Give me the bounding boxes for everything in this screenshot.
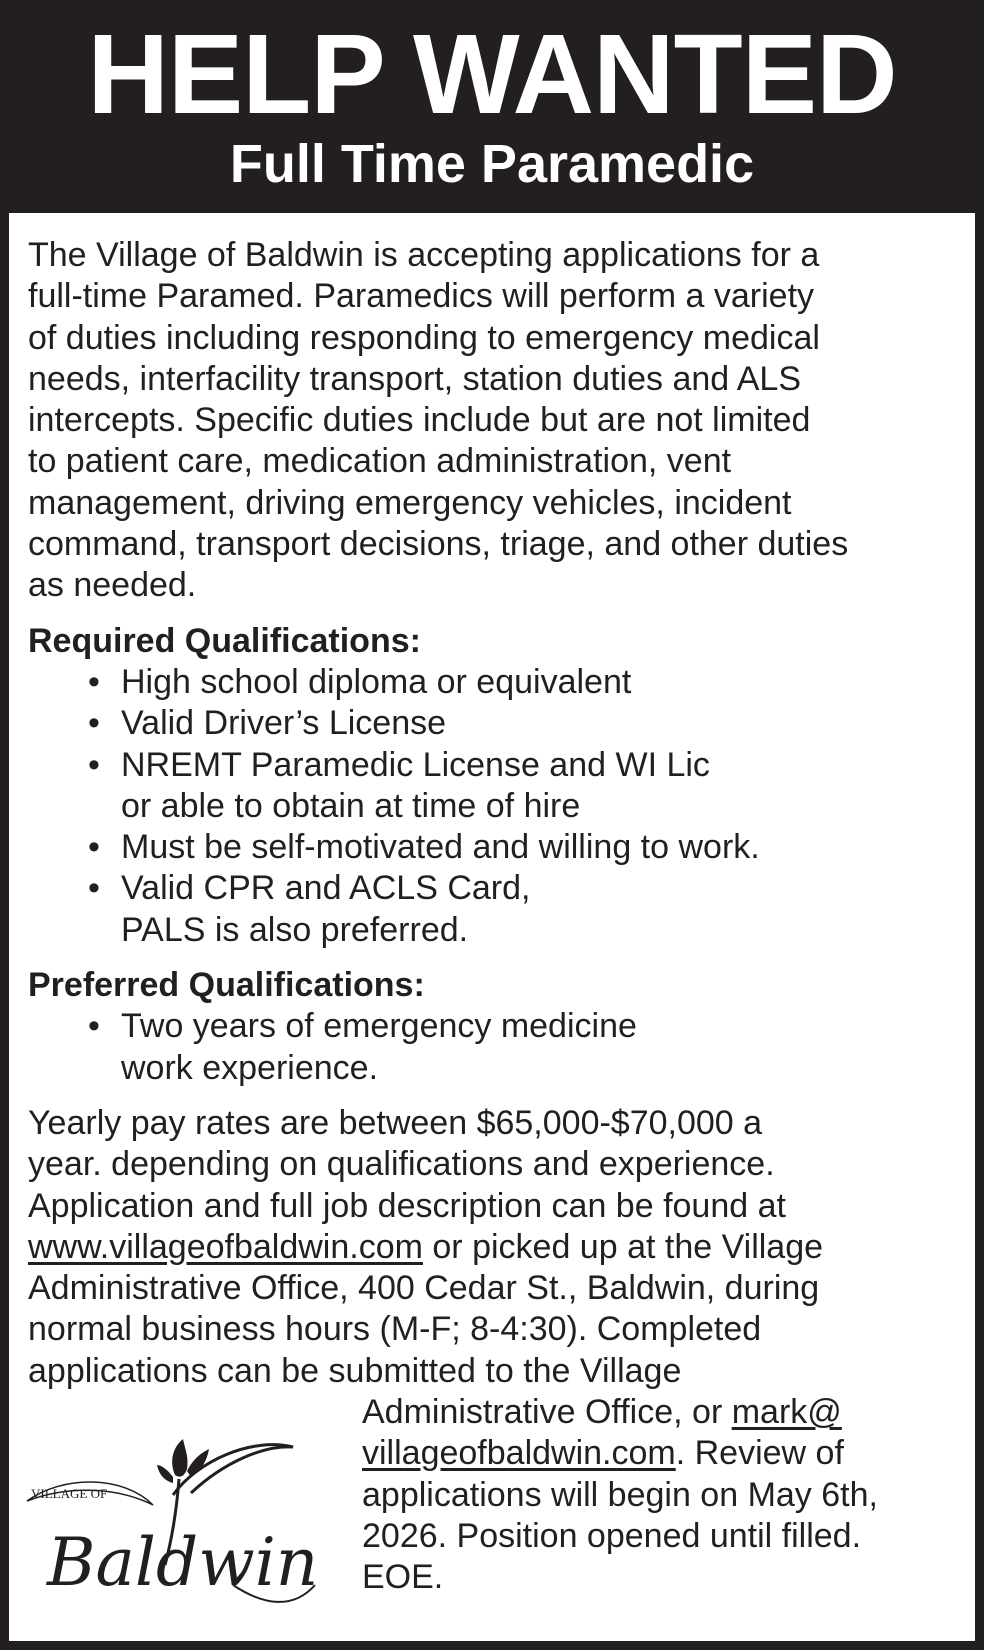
email-link-part2[interactable]: villageofbaldwin.com xyxy=(362,1434,676,1473)
intro-paragraph xyxy=(28,235,958,607)
bullet-icon: • xyxy=(88,704,100,743)
bullet-icon: • xyxy=(88,745,100,784)
closing-line: Administrative Office, 400 Cedar St., Baldwin, during xyxy=(28,1269,820,1308)
intro-line: command, transport decisions, triage, and other duties xyxy=(28,525,849,564)
closing-line xyxy=(28,1227,958,1268)
ad-content xyxy=(28,235,958,1599)
closing-line: 2026. Position opened until filled. xyxy=(362,1516,862,1555)
ad-body xyxy=(9,213,975,1641)
closing-text: . Review of xyxy=(675,1434,844,1473)
closing-text: or picked up at the Village xyxy=(422,1227,824,1266)
qualification-text: or able to obtain at time of hire xyxy=(121,786,581,825)
closing-line: Application and full job description can be found at xyxy=(28,1186,786,1225)
qualification-text: NREMT Paramedic License and WI Lic xyxy=(121,745,710,784)
qualification-item xyxy=(88,662,958,703)
bullet-icon: • xyxy=(88,828,100,867)
email-link-part1[interactable]: mark@ xyxy=(731,1393,842,1432)
job-title: Full Time Paramedic xyxy=(229,134,755,194)
qualification-text: High school diploma or equivalent xyxy=(121,662,632,701)
qualification-item xyxy=(88,868,958,951)
ad-header xyxy=(0,0,984,212)
closing-line: EOE. xyxy=(362,1558,444,1597)
closing-line xyxy=(28,1392,958,1433)
logo-script-text: Baldwin xyxy=(47,1524,319,1601)
preferred-qualifications-title: Preferred Qualifications: xyxy=(28,966,425,1005)
closing-line: applications will begin on May 6th, xyxy=(362,1475,878,1514)
closing-line: applications can be submitted to the Village xyxy=(28,1351,682,1390)
qualification-text: PALS is also preferred. xyxy=(121,910,469,949)
closing-line: Yearly pay rates are between $65,000-$70,000 a xyxy=(28,1103,763,1142)
bullet-icon: • xyxy=(88,1007,100,1046)
intro-line: as needed. xyxy=(28,566,197,605)
qualification-item xyxy=(88,827,958,868)
headline: HELP WANTED xyxy=(87,11,897,137)
bullet-icon: • xyxy=(88,869,100,908)
intro-line: full-time Paramed. Paramedics will perform a variety xyxy=(28,277,815,316)
qualification-text: work experience. xyxy=(121,1048,379,1087)
closing-line: normal business hours (M-F; 8-4:30). Completed xyxy=(28,1310,762,1349)
bullet-icon: • xyxy=(88,662,100,701)
intro-line: of duties including responding to emergency medical xyxy=(28,318,820,357)
village-of-baldwin-logo xyxy=(23,1435,323,1635)
logo-small-text: VILLAGE OF xyxy=(31,1486,108,1501)
website-link[interactable]: www.villageofbaldwin.com xyxy=(28,1227,423,1266)
qualification-text: Must be self-motivated and willing to work. xyxy=(121,828,760,867)
qualification-item xyxy=(88,703,958,744)
qualification-text: Valid Driver’s License xyxy=(121,704,447,743)
closing-line: year. depending on qualifications and experience. xyxy=(28,1145,775,1184)
intro-line: intercepts. Specific duties include but are not limited xyxy=(28,401,811,440)
intro-line: needs, interfacility transport, station duties and ALS xyxy=(28,359,802,398)
qualification-text: Two years of emergency medicine xyxy=(121,1007,637,1046)
qualification-text: Valid CPR and ACLS Card, xyxy=(121,869,531,908)
intro-line: management, driving emergency vehicles, incident xyxy=(28,483,792,522)
qualification-item xyxy=(88,745,958,828)
intro-line: to patient care, medication administration, vent xyxy=(28,442,732,481)
preferred-qualifications-list xyxy=(28,1006,958,1089)
required-qualifications-list xyxy=(28,662,958,951)
closing-text: Administrative Office, or xyxy=(362,1393,732,1432)
qualification-item xyxy=(88,1006,958,1089)
intro-line: The Village of Baldwin is accepting applications for a xyxy=(28,236,820,274)
required-qualifications-title: Required Qualifications: xyxy=(28,621,421,660)
